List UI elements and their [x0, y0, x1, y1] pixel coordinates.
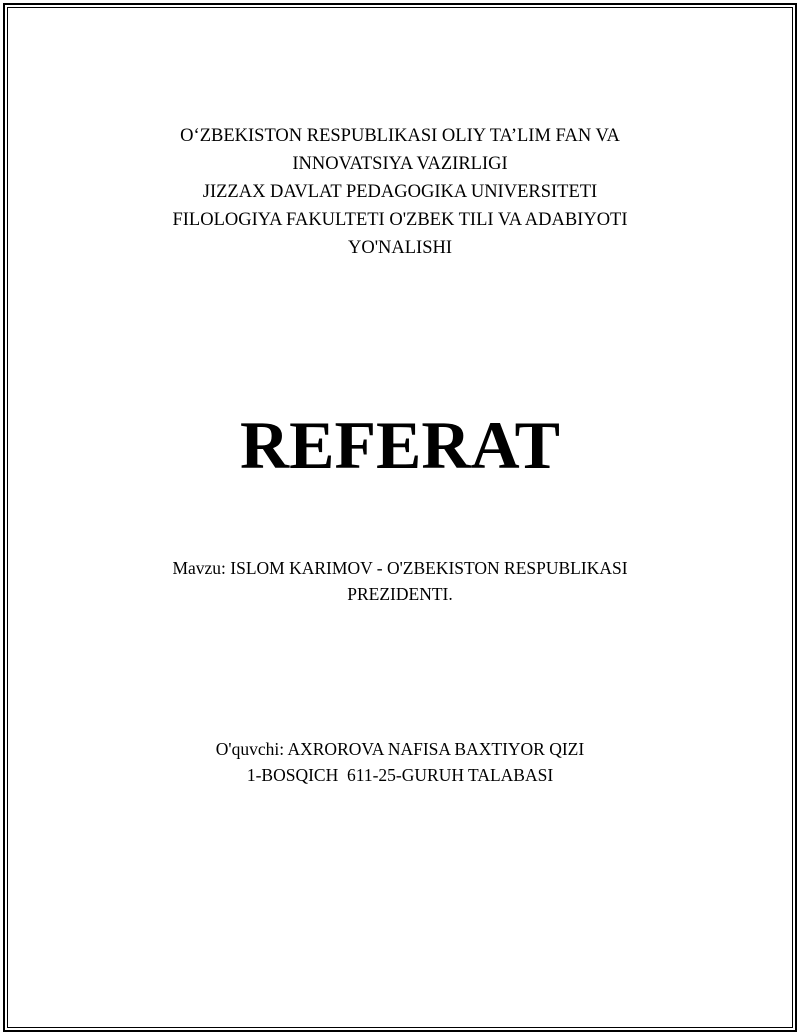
student-name-line: O'quvchi: AXROROVA NAFISA BAXTIYOR QIZI [215, 739, 585, 759]
document-title: REFERAT [240, 407, 560, 483]
header-line-ministry-1: O‘ZBEKISTON RESPUBLIKASI OLIY TA’LIM FAN VA [180, 126, 620, 146]
header-line-faculty: FILOLOGIYA FAKULTETI O'ZBEK TILI VA ADABIYOTI [172, 210, 628, 230]
topic-section [0, 555, 800, 607]
header-line-university: JIZZAX DAVLAT PEDAGOGIKA UNIVERSITETI [202, 182, 598, 202]
institution-header [0, 122, 800, 262]
header-line-ministry-2: INNOVATSIYA VAZIRLIGI [292, 154, 508, 174]
student-group-line: 1-BOSQICH 611-25-GURUH TALABASI [246, 765, 554, 785]
topic-line-1: Mavzu: ISLOM KARIMOV - O'ZBEKISTON RESPUBLIKASI [172, 558, 628, 578]
topic-line-2: PREZIDENTI. [347, 584, 453, 604]
student-section [0, 736, 800, 788]
header-line-direction: YO'NALISHI [347, 238, 453, 258]
